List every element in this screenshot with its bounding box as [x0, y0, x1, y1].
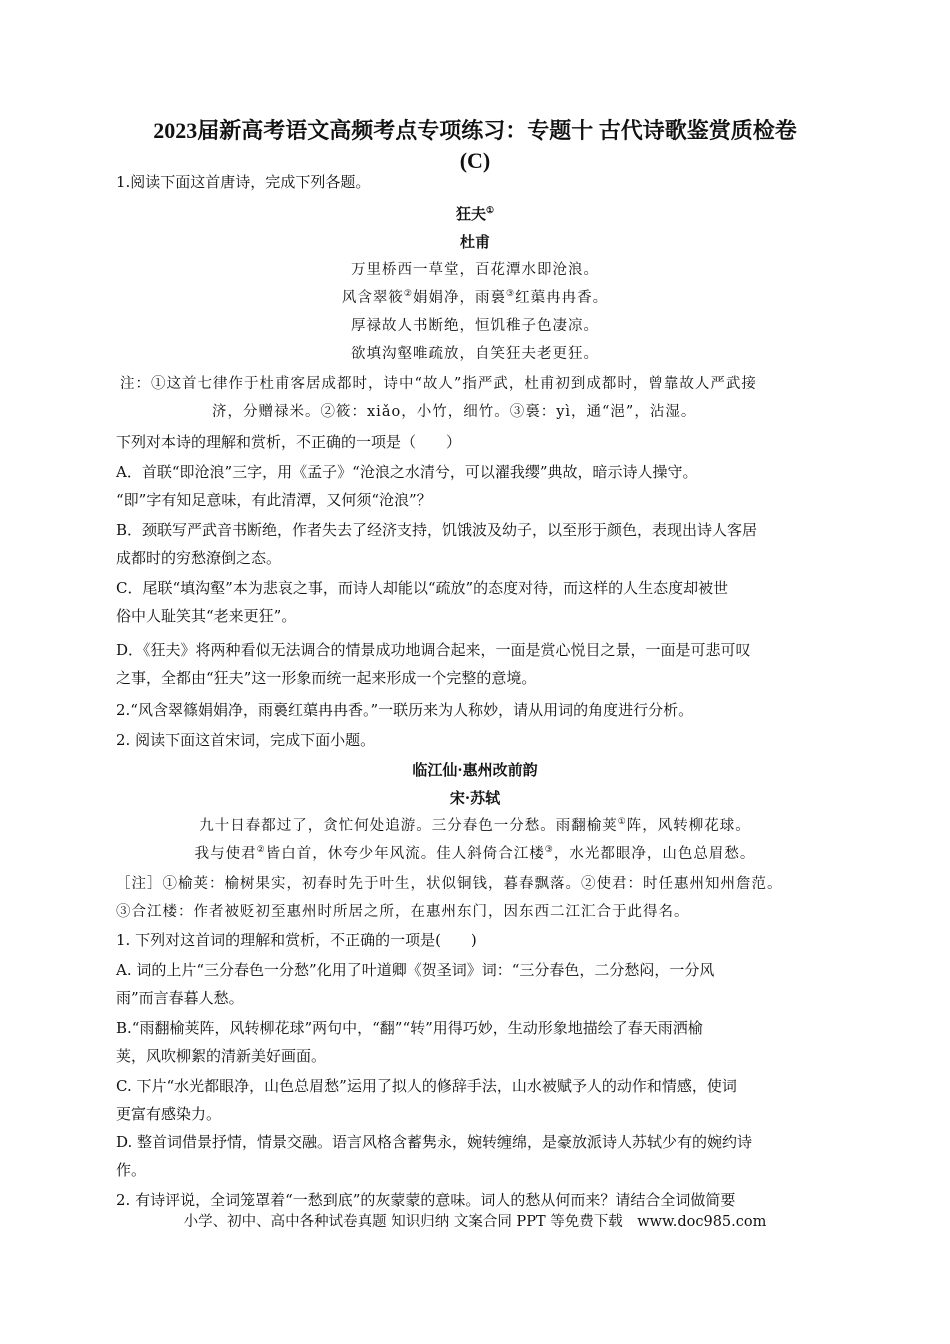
q2-option-d-line-1: D. 整首词借景抒情，情景交融。语言风格含蓄隽永，婉转缠绵，是豪放派诗人苏轼少有的婉约诗 [116, 1133, 753, 1151]
q2-option-c-line-2: 更富有感染力。 [116, 1105, 222, 1123]
document-title-line1: 2023届新高考语文高频考点专项练习：专题十 古代诗歌鉴赏质检卷 [153, 118, 797, 143]
q2-poem-line-1-b: 阵，风转柳花球。 [626, 818, 751, 834]
q2-option-b-line-1: B.“雨翻榆荚阵，风转柳花球”两句中，“翻”“转”用得巧妙，生动形象地描绘了春天雨洒榆 [116, 1019, 703, 1037]
q1-option-d-line-1: D．《狂夫》将两种看似无法调合的情景成功地调合起来，一面是赏心悦目之景，一面是可悲可叹 [116, 641, 751, 659]
q1-footnote-3: ③ [506, 289, 516, 299]
q2-poem-title: 临江仙·惠州改前韵 [412, 761, 538, 779]
q2-poem-line-2-a: 我与使君 [194, 846, 257, 862]
q2-subquestion-2: 2. 有诗评说，全词笼罩着“一愁到底”的灰蒙蒙的意味。词人的愁从何而来？请结合全词做简要 [116, 1191, 736, 1209]
q2-poem-line-2 [100, 844, 850, 864]
q2-option-c-line-1: C. 下片“水光都眼净，山色总眉愁”运用了拟人的修辞手法，山水被赋予人的动作和情感，使词 [116, 1077, 737, 1095]
q1-note-line-1: 注：①这首七律作于杜甫客居成都时，诗中“故人”指严武，杜甫初到成都时，曾靠故人严武接 [120, 376, 757, 392]
q2-footnote-3: ③ [544, 845, 554, 855]
q1-note-line-2: 济，分赠禄米。②筱：xiǎo，小竹，细竹。③裛：yì，通“浥”，沾湿。 [212, 404, 697, 420]
q2-footnote-2: ② [256, 845, 266, 855]
q2-note-line-1: ［注］①榆荚：榆树果实，初春时先于叶生，状似铜钱，暮春飘落。②使君：时任惠州知州詹范。 [116, 876, 783, 892]
document-title-line2: (C) [459, 148, 491, 173]
q2-poet: 宋·苏轼 [449, 789, 501, 807]
q2-question: 1. 下列对这首词的理解和赏析，不正确的一项是( ) [116, 931, 477, 949]
q1-subquestion-2: 2.“风含翠篠娟娟净，雨裛红蕖冉冉香。”一联历来为人称妙，请从用词的角度进行分析。 [116, 701, 694, 719]
q1-option-a-line-2: “即”字有知足意味，有此清潭，又何须“沧浪”？ [116, 491, 432, 509]
q1-poem-line-2-a: 风含翠筱 [341, 290, 404, 306]
q2-poem-line-2-b: 皆白首，休夸少年风流。佳人斜倚合江楼 [265, 846, 545, 862]
q1-option-d-line-2: 之事，全都由“狂夫”这一形象而统一起来形成一个完整的意境。 [116, 669, 537, 687]
q1-intro: 1.阅读下面这首唐诗，完成下列各题。 [116, 173, 371, 191]
q2-footnote-1: ① [617, 817, 627, 827]
q2-note-line-2: ③合江楼：作者被贬初至惠州时所居之所，在惠州东门，因东西二江汇合于此得名。 [116, 904, 690, 920]
q1-poem-title [100, 204, 850, 224]
q2-poem-line-1 [100, 816, 850, 836]
q2-option-a-line-1: A. 词的上片“三分春色一分愁”化用了叶道卿《贺圣词》词：“三分春色，二分愁闷，一分风 [116, 961, 715, 979]
page-footer: 小学、初中、高中各种试卷真题 知识归纳 文案合同 PPT 等免费下载 www.doc985.com [183, 1214, 767, 1230]
q1-poem-line-2-b: 娟娟净，雨裛 [413, 290, 506, 306]
q1-poem-line-4: 欲填沟壑唯疏放，自笑狂夫老更狂。 [351, 346, 599, 362]
q1-option-c-line-1: C．尾联“填沟壑”本为悲哀之事，而诗人却能以“疏放”的态度对待，而这样的人生态度却被世 [116, 579, 729, 597]
q1-poet: 杜甫 [459, 233, 490, 251]
q2-option-b-line-2: 荚，风吹柳絮的清新美好画面。 [116, 1047, 327, 1065]
q1-poem-line-2 [100, 288, 850, 308]
q1-poem-title-footnote: ① [485, 206, 495, 216]
q1-option-c-line-2: 俗中人耻笑其“老来更狂”。 [116, 607, 297, 625]
q1-poem-line-3: 厚禄故人书断绝，恒饥稚子色凄凉。 [351, 318, 599, 334]
q2-option-a-line-2: 雨”而言春暮人愁。 [116, 989, 244, 1007]
q1-poem-title-text: 狂夫 [455, 205, 486, 223]
q1-option-a-line-1: A．首联“即沧浪”三字，用《孟子》“沧浪之水清兮，可以濯我缨”典故，暗示诗人操守。 [116, 463, 698, 481]
q2-poem-line-2-c: ，水光都眼净，山色总眉愁。 [553, 846, 756, 862]
q1-option-b-line-2: 成都时的穷愁潦倒之态。 [116, 549, 282, 567]
q2-intro: 2. 阅读下面这首宋词，完成下面小题。 [116, 731, 376, 749]
q1-option-b-line-1: B．颈联写严武音书断绝，作者失去了经济支持，饥饿波及幼子，以至形于颜色，表现出诗人客居 [116, 521, 758, 539]
q2-poem-line-1-a: 九十日春都过了，贪忙何处追游。三分春色一分愁。雨翻榆荚 [199, 818, 618, 834]
q2-option-d-line-2: 作。 [116, 1161, 147, 1179]
q1-poem-line-2-c: 红蕖冉冉香。 [515, 290, 609, 306]
q1-question: 下列对本诗的理解和赏析，不正确的一项是（ ） [116, 433, 462, 451]
q1-footnote-2: ② [403, 289, 413, 299]
q1-poem-line-1: 万里桥西一草堂，百花潭水即沧浪。 [351, 262, 599, 278]
